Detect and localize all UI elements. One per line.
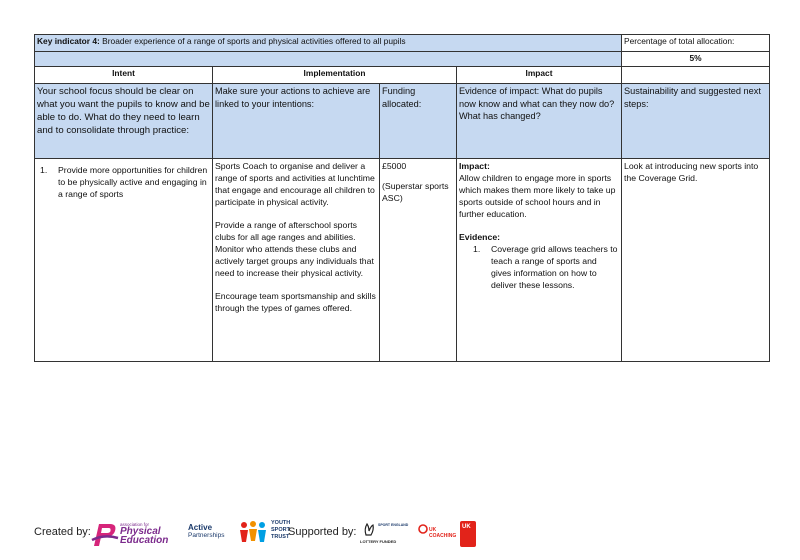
impact-cell xyxy=(457,159,622,362)
sustainability-description: Sustainability and suggested next steps: xyxy=(622,84,770,159)
yst-figures-icon xyxy=(238,520,268,546)
funding-description: Funding allocated: xyxy=(380,84,457,159)
key-indicator-text: Broader experience of a range of sports and physical activities offered to all pupils xyxy=(102,36,406,46)
evidence-label: Evidence: xyxy=(459,232,501,242)
sport-england-text: SPORT ENGLAND xyxy=(378,523,409,527)
impact-label: Impact: xyxy=(459,161,490,171)
afpe-line2: Education xyxy=(120,535,169,546)
lottery-crossed-fingers-icon xyxy=(362,522,376,536)
percentage-value: 5% xyxy=(622,52,770,67)
active-line2: Partnerships xyxy=(188,532,225,539)
afpe-line1: Physical xyxy=(120,526,161,537)
footer xyxy=(34,520,504,550)
implementation-cell xyxy=(213,159,380,362)
funding-amount: £5000 xyxy=(382,161,407,171)
intent-header: Intent xyxy=(35,67,213,84)
intent-number: 1. xyxy=(40,165,48,175)
key-indicator-label: Key indicator 4: xyxy=(37,36,100,46)
supported-by-label: Supported by: xyxy=(288,526,357,538)
impact-header: Impact xyxy=(457,67,622,84)
yst-line3: TRUST xyxy=(271,534,290,540)
key-indicator-heading xyxy=(35,35,622,52)
uk-active-logo xyxy=(460,521,476,547)
uk-coaching-line1: UK xyxy=(429,527,437,533)
uk-active-text: UK xyxy=(462,524,471,530)
yst-line1: YOUTH xyxy=(271,520,291,526)
yst-line2: SPORT xyxy=(271,527,290,533)
implementation-paragraph: Sports Coach to organise and deliver a range of sports and activities at lunchtime that engage and encourage all children to participate in physical activity. xyxy=(215,161,375,207)
uk-coaching-line2: COACHING xyxy=(429,533,457,539)
implementation-paragraph: Provide a range of afterschool sports clubs for all age ranges and abilities. Monitor who attends these clubs and actively target groups any individuals that need to increase their physical activity. xyxy=(215,220,374,278)
intent-description: Your school focus should be clear on what you want the pupils to know and be able to do. What do they need to learn and to consolidate through practice: xyxy=(35,84,213,159)
evidence-number: 1. xyxy=(473,244,481,254)
section-spacer xyxy=(622,67,770,84)
funding-cell xyxy=(380,159,457,362)
evidence-text: Coverage grid allows teachers to teach a range of sports and gives information on how to deliver these lessons. xyxy=(491,244,618,290)
uk-coaching-swirl-icon xyxy=(418,524,428,534)
implementation-header: Implementation xyxy=(213,67,457,84)
funding-note: (Superstar sports ASC) xyxy=(382,181,449,203)
impact-text: Allow children to engage more in sports which makes them more likely to take up sports outside of school hours and in further education. xyxy=(459,173,616,219)
sport-england-logo xyxy=(360,520,410,550)
sustainability-cell: Look at introducing new sports into the Coverage Grid. xyxy=(622,159,770,362)
active-partnerships-logo xyxy=(188,524,236,546)
intent-cell xyxy=(35,159,213,362)
intent-text: Provide more opportunities for children to be physically active and engaging in a range of sports xyxy=(58,165,208,199)
created-by-label: Created by: xyxy=(34,526,91,538)
afpe-logo xyxy=(90,520,182,548)
active-line1: Active xyxy=(188,523,213,532)
implementation-paragraph: Encourage team sportsmanship and skills through the types of games offered. xyxy=(215,291,376,313)
heading-spacer xyxy=(35,52,622,67)
intent-list-item xyxy=(37,160,210,200)
implementation-description: Make sure your actions to achieve are linked to your intentions: xyxy=(213,84,380,159)
evidence-list-item xyxy=(459,243,619,291)
key-indicator-table xyxy=(34,34,770,362)
lottery-funded-text: LOTTERY FUNDED xyxy=(360,539,397,544)
evidence-description: Evidence of impact: What do pupils now know and what can they now do? What has changed? xyxy=(457,84,622,159)
percentage-label: Percentage of total allocation: xyxy=(622,35,770,52)
afpe-small-text: association for xyxy=(120,522,150,527)
uk-coaching-logo xyxy=(418,524,456,546)
